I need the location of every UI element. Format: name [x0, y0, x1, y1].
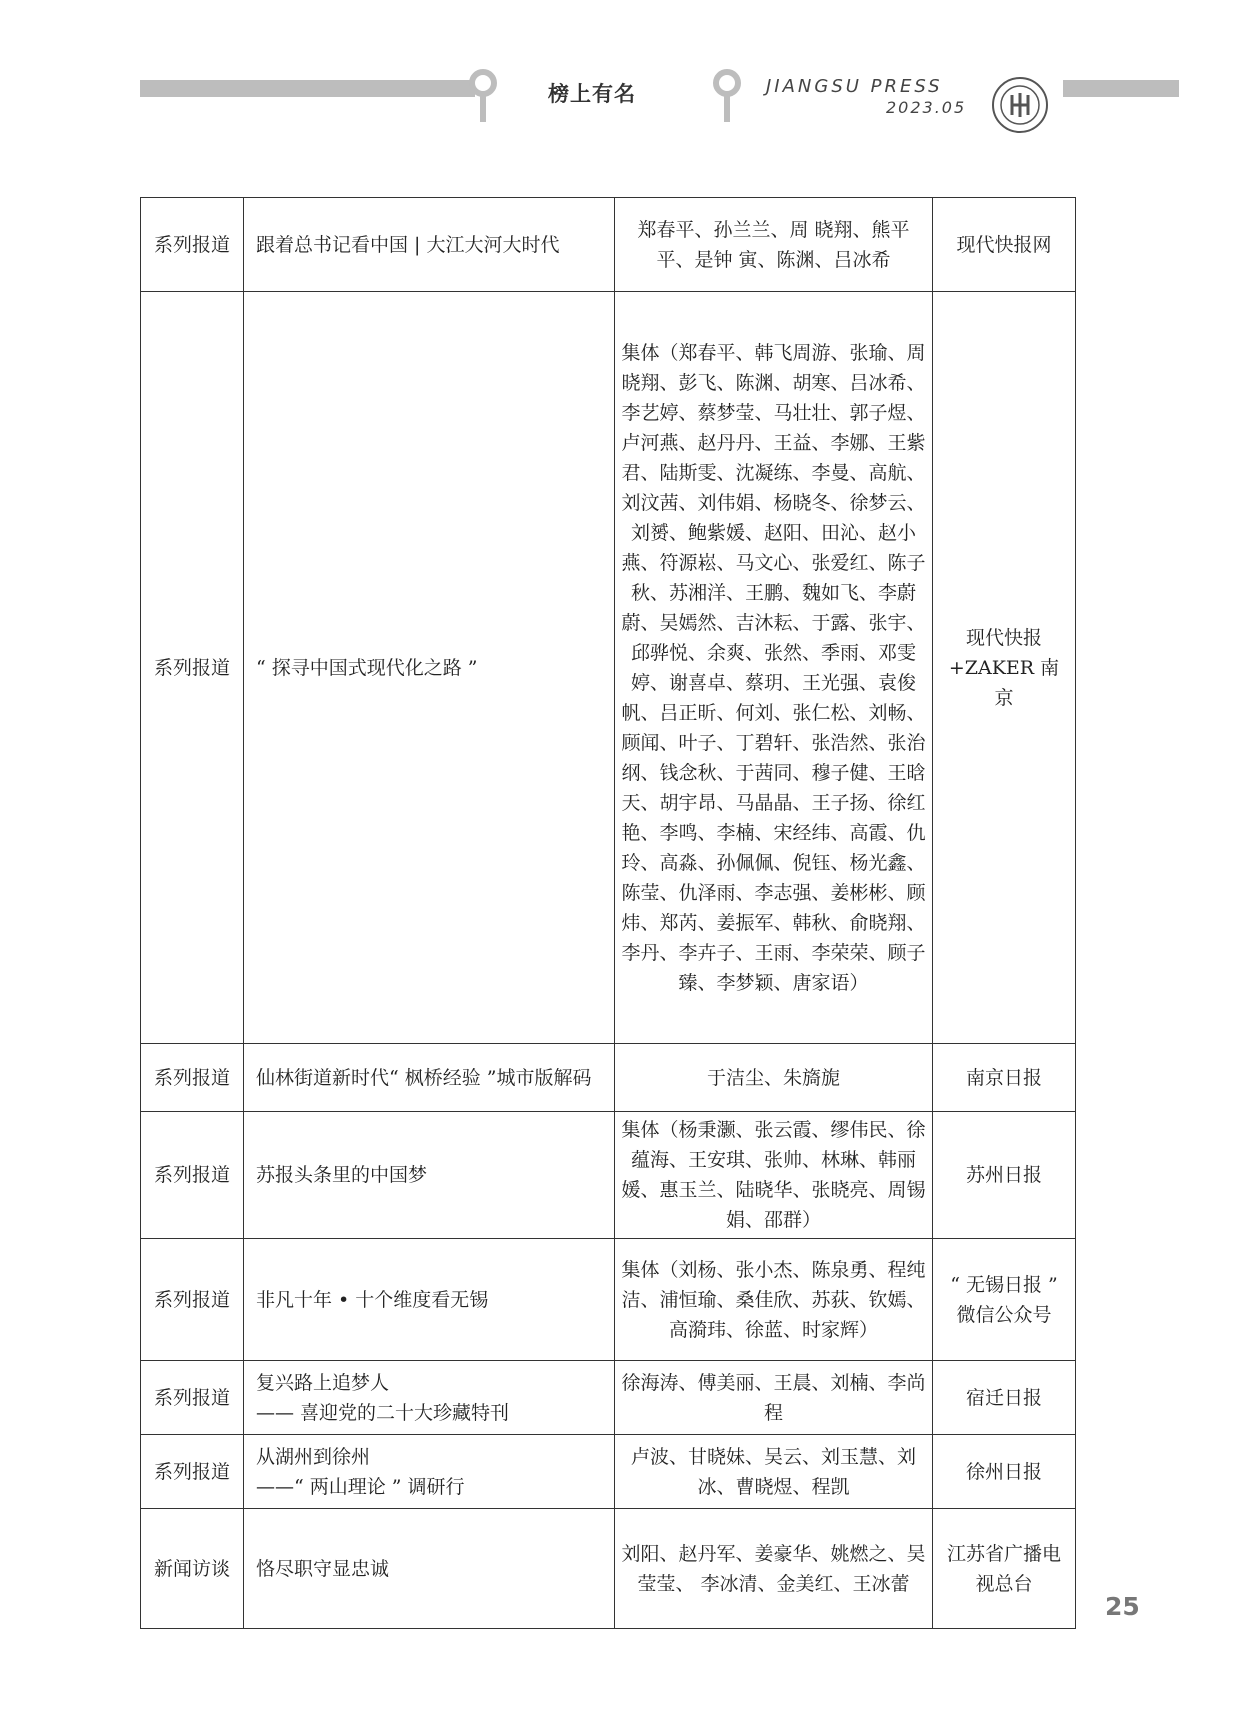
- title-cell: 苏报头条里的中国梦: [244, 1112, 615, 1239]
- outlet-cell: 江苏省广播电视总台: [933, 1509, 1076, 1629]
- title-cell: 跟着总书记看中国 | 大江大河大时代: [244, 198, 615, 292]
- title-cell: 非凡十年 • 十个维度看无锡: [244, 1239, 615, 1361]
- outlet-cell: 宿迁日报: [933, 1361, 1076, 1435]
- authors-cell: 郑春平、孙兰兰、周 晓翔、熊平平、是钟 寅、陈渊、吕冰希: [615, 198, 933, 292]
- pin-icon: [712, 68, 742, 124]
- category-cell: 系列报道: [141, 198, 244, 292]
- outlet-cell: 南京日报: [933, 1044, 1076, 1112]
- table-row: [141, 198, 1076, 292]
- table-row: [141, 1509, 1076, 1629]
- category-cell: 系列报道: [141, 1044, 244, 1112]
- table-row: [141, 1435, 1076, 1509]
- outlet-cell: 现代快报 +ZAKER 南京: [933, 292, 1076, 1044]
- pin-icon: [468, 68, 498, 124]
- table-row: [141, 292, 1076, 1044]
- title-cell: 仙林街道新时代“ 枫桥经验 ”城市版解码: [244, 1044, 615, 1112]
- section-title: 榜上有名: [548, 82, 636, 106]
- award-table: [140, 197, 1076, 1629]
- category-cell: 系列报道: [141, 1112, 244, 1239]
- table-row: [141, 1239, 1076, 1361]
- authors-cell: 于洁尘、朱旖旎: [615, 1044, 933, 1112]
- category-cell: 系列报道: [141, 292, 244, 1044]
- title-cell: 恪尽职守显忠诚: [244, 1509, 615, 1629]
- association-seal-logo: [990, 75, 1050, 135]
- page-number: 25: [1105, 1592, 1140, 1621]
- category-cell: 系列报道: [141, 1239, 244, 1361]
- header-bar-right: [1063, 80, 1179, 97]
- category-cell: 新闻访谈: [141, 1509, 244, 1629]
- authors-cell: 徐海涛、傅美丽、王晨、刘楠、李尚程: [615, 1361, 933, 1435]
- header-bar-left: [140, 80, 475, 97]
- press-name: JIANGSU PRESS: [766, 76, 943, 97]
- category-cell: 系列报道: [141, 1435, 244, 1509]
- authors-cell: 卢波、甘晓妹、吴云、刘玉慧、刘冰、曹晓煜、程凯: [615, 1435, 933, 1509]
- table-row: [141, 1361, 1076, 1435]
- title-cell: 复兴路上追梦人 —— 喜迎党的二十大珍藏特刊: [244, 1361, 615, 1435]
- table-row: [141, 1112, 1076, 1239]
- authors-cell: 集体（刘杨、张小杰、陈泉勇、程纯洁、浦恒瑜、桑佳欣、苏荻、钦嫣、高漪玮、徐蓝、时家辉）: [615, 1239, 933, 1361]
- issue-date: 2023.05: [886, 98, 967, 117]
- outlet-cell: “ 无锡日报 ” 微信公众号: [933, 1239, 1076, 1361]
- title-cell: “ 探寻中国式现代化之路 ”: [244, 292, 615, 1044]
- outlet-cell: 现代快报网: [933, 198, 1076, 292]
- category-cell: 系列报道: [141, 1361, 244, 1435]
- outlet-cell: 徐州日报: [933, 1435, 1076, 1509]
- title-cell: 从湖州到徐州 ——“ 两山理论 ” 调研行: [244, 1435, 615, 1509]
- authors-cell: 刘阳、赵丹军、姜豪华、姚燃之、吴莹莹、 李冰清、金美红、王冰蕾: [615, 1509, 933, 1629]
- authors-cell: 集体（杨秉灏、张云霞、缪伟民、徐蕴海、王安琪、张帅、林琳、韩丽媛、惠玉兰、陆晓华、张晓亮、周锡娟、邵群）: [615, 1112, 933, 1239]
- authors-cell: 集体（郑春平、韩飞周游、张瑜、周晓翔、彭飞、陈渊、胡寒、吕冰希、李艺婷、蔡梦莹、马壮壮、郭子煜、卢河燕、赵丹丹、王益、李娜、王紫君、陆斯雯、沈凝练、李曼、高航、刘汶茜、刘伟娟、杨晓冬、徐梦云、刘赟、鲍紫媛、赵阳、田沁、赵小燕、符源崧、马文心、张爱红、陈子秋、苏湘洋、王鹏、魏如飞、李蔚蔚、吴嫣然、吉沐耘、于露、张宇、邱骅悦、余爽、张然、季雨、邓雯婷、谢喜卓、蔡玥、王光强、袁俊帆、吕正昕、何刘、张仁松、刘畅、顾闻、叶子、丁碧轩、张浩然、张治纲、钱念秋、于茜同、穆子健、王晗天、胡宇昂、马晶晶、王子扬、徐红艳、李鸣、李楠、宋经纬、高霞、仇玲、高淼、孙佩佩、倪钰、杨光鑫、陈莹、仇泽雨、李志强、姜彬彬、顾炜、郑芮、姜振军、韩秋、俞晓翔、李丹、李卉子、王雨、李荣荣、顾子臻、李梦颖、唐家语）: [615, 292, 933, 1044]
- outlet-cell: 苏州日报: [933, 1112, 1076, 1239]
- table-row: [141, 1044, 1076, 1112]
